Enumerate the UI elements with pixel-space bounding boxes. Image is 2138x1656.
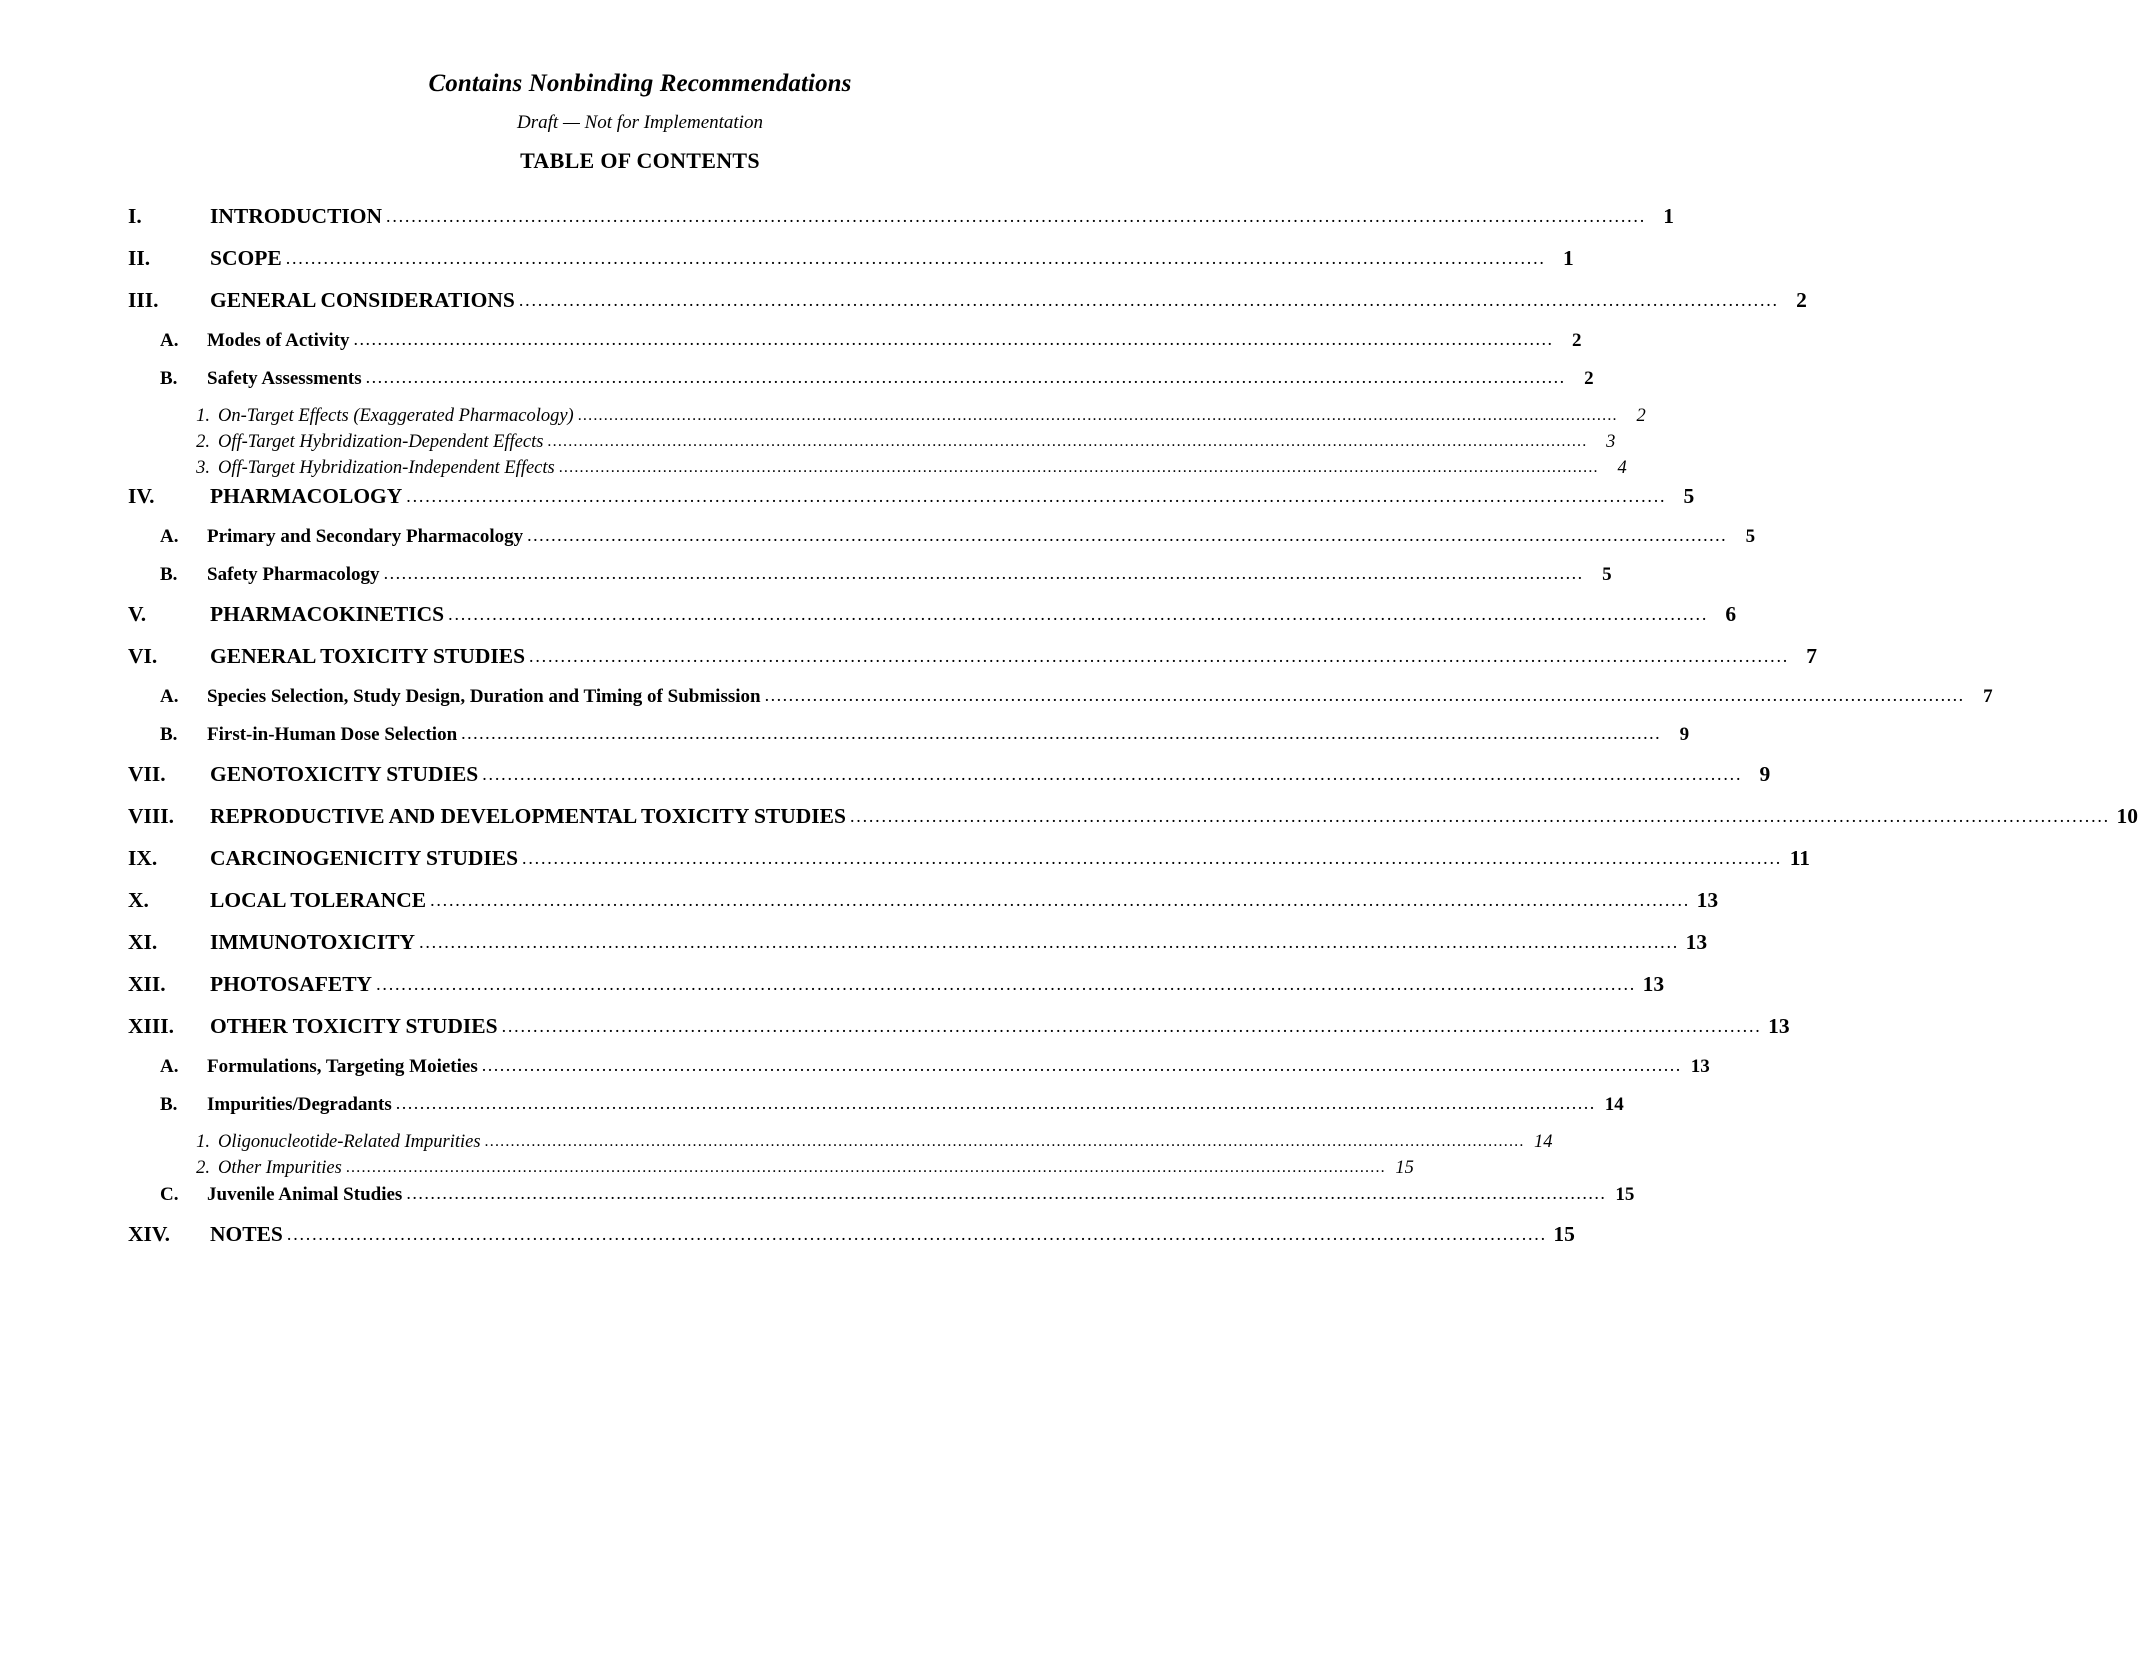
toc-entry[interactable] (128, 762, 1771, 787)
table-of-contents-title: TABLE OF CONTENTS (520, 148, 760, 173)
toc-entry-number: B. (160, 564, 178, 585)
toc-entry-number: VII. (128, 762, 166, 786)
toc-entry-page-number: 5 (1683, 484, 1695, 508)
toc-entry[interactable] (128, 484, 1695, 509)
toc-entry-number: A. (160, 686, 179, 707)
toc-entry-title: OTHER TOXICITY STUDIES (210, 1014, 498, 1038)
toc-entry-title: CARCINOGENICITY STUDIES (210, 846, 519, 870)
toc-entry-title: First-in-Human Dose Selection (207, 724, 458, 745)
toc-entry-title: Off-Target Hybridization-Independent Effects (218, 458, 555, 478)
toc-entry-page-number: 15 (1395, 1158, 1414, 1178)
toc-entry-page-number: 9 (1679, 724, 1690, 745)
toc-entry[interactable] (128, 972, 1665, 997)
toc-entry-title: GENOTOXICITY STUDIES (210, 762, 479, 786)
toc-entry-page-number: 14 (1604, 1094, 1624, 1115)
toc-entry-title: REPRODUCTIVE AND DEVELOPMENTAL TOXICITY STUDIES (210, 804, 846, 828)
table-of-contents-list (128, 204, 2138, 1247)
toc-leader-dots: ........................................................................................................................................................................................................ (448, 604, 1709, 624)
toc-entry-number: B. (160, 724, 178, 745)
toc-entry[interactable] (128, 432, 1616, 453)
toc-leader-dots: ........................................................................................................................................................................................................ (285, 248, 1546, 268)
toc-entry-page-number: 1 (1663, 204, 1675, 228)
toc-entry-number: C. (160, 1184, 179, 1205)
toc-entry[interactable] (128, 644, 1818, 669)
toc-leader-dots: ........................................................................................................................................................................................................ (481, 1055, 1682, 1075)
toc-entry[interactable] (128, 930, 1708, 955)
toc-entry-number: XIV. (128, 1222, 171, 1246)
toc-entry-page-number: 13 (1696, 888, 1719, 912)
toc-entry-page-number: 2 (1571, 330, 1582, 351)
toc-entry-title: LOCAL TOLERANCE (210, 888, 427, 912)
toc-entry-number: B. (160, 1094, 178, 1115)
toc-entry-number: V. (128, 602, 147, 626)
toc-entry-page-number: 5 (1745, 526, 1756, 547)
toc-leader-dots: ........................................................................................................................................................................................................ (484, 1133, 1525, 1150)
toc-entry[interactable] (128, 888, 1719, 913)
toc-entry-page-number: 2 (1636, 406, 1646, 426)
toc-entry[interactable] (128, 204, 1675, 229)
toc-entry-number: II. (128, 246, 151, 270)
toc-entry-title: Modes of Activity (207, 330, 350, 351)
document-header-sub: Draft — Not for Implementation (517, 112, 763, 133)
toc-entry-number: B. (160, 368, 178, 389)
toc-entry-number: A. (160, 1056, 179, 1077)
toc-entry-title: Impurities/Degradants (207, 1094, 392, 1115)
toc-leader-dots: ........................................................................................................................................................................................................ (577, 407, 1618, 424)
toc-entry-title: Oligonucleotide-Related Impurities (218, 1132, 481, 1152)
toc-entry-page-number: 7 (1983, 686, 1993, 707)
toc-entry-number: X. (128, 888, 149, 912)
toc-entry-page-number: 5 (1602, 564, 1612, 585)
toc-leader-dots: ........................................................................................................................................................................................................ (522, 848, 1783, 868)
toc-leader-dots: ........................................................................................................................................................................................................ (518, 290, 1779, 310)
toc-entry-number: A. (160, 330, 179, 351)
toc-entry-number: XI. (128, 930, 158, 954)
toc-entry-title: NOTES (210, 1222, 283, 1246)
toc-leader-dots: ........................................................................................................................................................................................................ (345, 1159, 1386, 1176)
toc-leader-dots: ........................................................................................................................................................................................................ (406, 486, 1667, 506)
toc-entry-page-number: 10 (2116, 804, 2138, 828)
toc-entry-page-number: 2 (1584, 368, 1594, 389)
toc-entry-page-number: 9 (1759, 762, 1771, 786)
toc-entry-title: Species Selection, Study Design, Duration and Timing of Submission (207, 686, 761, 707)
toc-entry-page-number: 2 (1796, 288, 1807, 312)
toc-leader-dots: ........................................................................................................................................................................................................ (558, 459, 1599, 476)
toc-leader-dots: ........................................................................................................................................................................................................ (395, 1093, 1596, 1113)
toc-entry-number: IX. (128, 846, 158, 870)
toc-leader-dots: ........................................................................................................................................................................................................ (383, 563, 1584, 583)
toc-leader-dots: ........................................................................................................................................................................................................ (286, 1224, 1547, 1244)
toc-entry-number: XII. (128, 972, 166, 996)
toc-leader-dots: ........................................................................................................................................................................................................ (527, 525, 1728, 545)
toc-entry-number: VIII. (128, 804, 175, 828)
toc-entry[interactable] (128, 1093, 1624, 1116)
toc-entry-page-number: 13 (1690, 1056, 1710, 1077)
toc-entry-number: IV. (128, 484, 155, 508)
toc-entry-page-number: 15 (1553, 1222, 1575, 1246)
toc-entry[interactable] (128, 367, 1594, 390)
toc-entry[interactable] (128, 723, 1690, 746)
toc-entry-number: III. (128, 288, 159, 312)
toc-entry[interactable] (128, 288, 1807, 313)
toc-leader-dots: ........................................................................................................................................................................................................ (376, 974, 1637, 994)
toc-entry-title: INTRODUCTION (210, 204, 383, 228)
toc-entry[interactable] (128, 1222, 1575, 1247)
toc-entry-page-number: 13 (1768, 1014, 1790, 1038)
toc-entry-number: 3. (196, 458, 210, 478)
toc-entry-title: IMMUNOTOXICITY (210, 930, 416, 954)
toc-entry-title: Safety Assessments (207, 368, 362, 389)
toc-entry-page-number: 11 (1789, 846, 1811, 870)
toc-leader-dots: ........................................................................................................................................................................................................ (849, 806, 2110, 826)
toc-entry[interactable] (128, 246, 1574, 271)
toc-entry-number: XIII. (128, 1014, 175, 1038)
toc-entry-number: A. (160, 526, 179, 547)
toc-entry[interactable] (128, 685, 1993, 708)
toc-entry[interactable] (128, 525, 1756, 548)
toc-entry-title: Other Impurities (218, 1158, 342, 1178)
toc-entry-page-number: 4 (1617, 458, 1627, 478)
toc-leader-dots: ........................................................................................................................................................................................................ (482, 764, 1743, 784)
toc-leader-dots: ........................................................................................................................................................................................................ (547, 433, 1588, 450)
toc-entry-title: On-Target Effects (Exaggerated Pharmacology) (218, 406, 574, 426)
toc-entry-page-number: 7 (1806, 644, 1818, 668)
toc-entry-title: PHARMACOLOGY (210, 484, 403, 508)
toc-entry-page-number: 15 (1615, 1184, 1635, 1205)
toc-entry-title: PHOTOSAFETY (210, 972, 373, 996)
toc-entry-number: 2. (196, 1158, 210, 1178)
toc-entry-page-number: 3 (1606, 432, 1616, 452)
toc-entry-title: Formulations, Targeting Moieties (207, 1056, 478, 1077)
toc-entry-page-number: 13 (1685, 930, 1708, 954)
toc-entry[interactable] (128, 846, 1811, 871)
toc-leader-dots: ........................................................................................................................................................................................................ (353, 329, 1554, 349)
toc-entry[interactable] (128, 804, 2138, 829)
toc-entry-page-number: 13 (1642, 972, 1665, 996)
toc-entry-page-number: 1 (1562, 246, 1574, 270)
document-header-main: Contains Nonbinding Recommendations (428, 70, 852, 97)
toc-entry-title: Primary and Secondary Pharmacology (207, 526, 524, 547)
toc-entry-number: I. (128, 204, 142, 228)
toc-entry-page-number: 14 (1534, 1132, 1553, 1152)
toc-leader-dots: ........................................................................................................................................................................................................ (419, 932, 1680, 952)
toc-leader-dots: ........................................................................................................................................................................................................ (406, 1183, 1607, 1203)
toc-leader-dots: ........................................................................................................................................................................................................ (501, 1016, 1762, 1036)
toc-leader-dots: ........................................................................................................................................................................................................ (430, 890, 1691, 910)
toc-leader-dots: ........................................................................................................................................................................................................ (529, 646, 1790, 666)
toc-entry[interactable] (128, 406, 1646, 427)
toc-entry-title: PHARMACOKINETICS (210, 602, 445, 626)
toc-entry-number: 1. (196, 406, 210, 426)
toc-entry[interactable] (128, 563, 1612, 586)
toc-entry[interactable] (128, 1014, 1790, 1039)
toc-leader-dots: ........................................................................................................................................................................................................ (461, 723, 1662, 743)
toc-entry-number: 2. (196, 432, 210, 452)
toc-entry[interactable] (128, 1132, 1553, 1153)
toc-entry-number: VI. (128, 644, 158, 668)
toc-entry[interactable] (128, 1183, 1635, 1206)
toc-entry-number: 1. (196, 1132, 210, 1152)
toc-entry-title: Off-Target Hybridization-Dependent Effects (218, 432, 544, 452)
toc-entry-page-number: 6 (1725, 602, 1737, 626)
toc-entry-title: GENERAL CONSIDERATIONS (210, 288, 515, 312)
toc-entry-title: Safety Pharmacology (207, 564, 380, 585)
toc-leader-dots: ........................................................................................................................................................................................................ (365, 367, 1566, 387)
toc-leader-dots: ........................................................................................................................................................................................................ (764, 685, 1965, 705)
toc-entry[interactable] (128, 1158, 1414, 1179)
toc-entry-title: SCOPE (210, 246, 282, 270)
toc-entry-title: GENERAL TOXICITY STUDIES (210, 644, 526, 668)
toc-entry[interactable] (128, 602, 1737, 627)
toc-entry[interactable] (128, 458, 1627, 479)
toc-leader-dots: ........................................................................................................................................................................................................ (386, 206, 1647, 226)
toc-entry-title: Juvenile Animal Studies (207, 1184, 403, 1205)
toc-entry[interactable] (128, 1055, 1710, 1078)
toc-entry[interactable] (128, 329, 1582, 352)
